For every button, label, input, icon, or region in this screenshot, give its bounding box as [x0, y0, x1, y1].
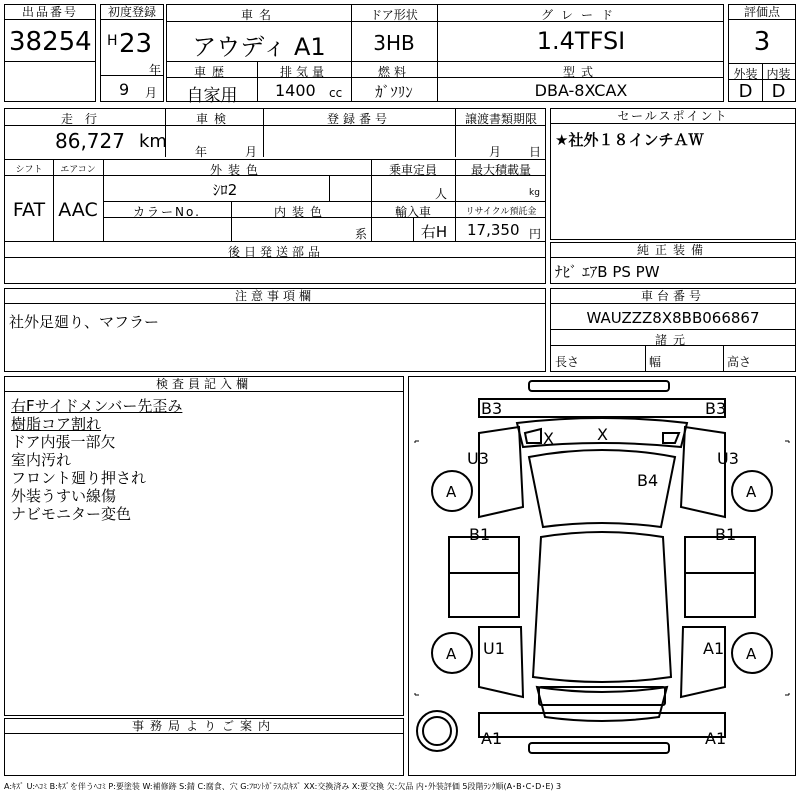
model-code: DBA-8XCAX: [534, 81, 628, 100]
lot-number: 38254: [9, 27, 92, 57]
door-label: ドア形状: [370, 8, 418, 22]
capacity-label: 乗車定員: [388, 163, 437, 177]
era: H: [107, 33, 118, 49]
grade: 1.4TFSI: [536, 27, 626, 55]
mark-rear-right-wheel: A: [746, 645, 757, 663]
mark-rear-left: A1: [481, 729, 503, 748]
model-label: 型式: [562, 65, 599, 79]
recycle-fee: 17,350: [467, 221, 520, 239]
inspector-line: ドア内張一部欠: [11, 433, 116, 451]
displacement-label: 排気量: [279, 65, 328, 79]
notes-text: 社外足廻り、マフラー: [9, 313, 160, 331]
inspector-line: フロント廻り押され: [11, 469, 147, 487]
disp-unit: cc: [329, 86, 343, 100]
mileage-unit: km: [139, 131, 167, 152]
int-label: 内装: [766, 67, 791, 81]
legend: A:ｷｽﾞ U:ﾍｺﾐ B:ｷｽﾞを伴うﾍｺﾐ P:要塗装 W:補修跡 S:錆 C:腐食、穴 G:ﾌﾛﾝﾄｶﾞﾗｽ点ｷｽﾞ XX:交換済み X:要交換 欠:欠品 内･外装評価 5段階ﾗﾝｸ順(A･B･C･D･E) 3: [4, 782, 562, 791]
shift: FAT: [12, 199, 46, 221]
damage-diagram: [408, 376, 796, 776]
intcolor-label: 内装色: [273, 205, 328, 219]
inspector-line: 右Fサイドメンバー先歪み: [11, 397, 183, 415]
mark-quarter-right: A1: [703, 639, 725, 658]
insp-year-unit: 年: [195, 145, 208, 159]
dimensions-label: 諸元: [654, 333, 691, 347]
car-name: アウディ A1: [192, 33, 326, 61]
chassis-label: 車台番号: [551, 289, 795, 304]
car-info-box: [166, 4, 724, 106]
mark-windshield-right: X: [597, 425, 608, 444]
mark-rear-left-wheel: A: [446, 645, 457, 663]
mark-door-left: B1: [469, 525, 491, 544]
transfer-label: 譲渡書類期限: [464, 112, 537, 126]
equipment-box: [550, 242, 796, 284]
inspector-line: 室内汚れ: [11, 451, 72, 469]
month-unit: 月: [145, 86, 158, 100]
exterior-color: ｼﾛ2: [212, 181, 238, 199]
load-label: 最大積載量: [470, 163, 531, 177]
lot-box: [4, 4, 96, 102]
capacity-unit: 人: [435, 187, 448, 201]
inspection-label: 車検: [195, 112, 232, 126]
int-grade: D: [771, 81, 786, 102]
equipment-label: 純正装備: [551, 243, 795, 258]
car-name-label: 車名: [240, 8, 277, 22]
transfer-month-unit: 月: [489, 145, 502, 159]
inspector-line: 樹脂コア割れ: [11, 415, 102, 433]
mark-rear-right: A1: [705, 729, 727, 748]
vin: WAUZZZ8X8BB066867: [586, 309, 760, 327]
inspector-label: 検査員記入欄: [5, 377, 403, 392]
recycle-unit: 円: [529, 227, 542, 241]
history: 自家用: [186, 86, 238, 106]
lot-label: 出品番号: [5, 5, 95, 20]
regno-label: 登録番号: [326, 112, 391, 126]
mark-fender-left: U3: [467, 449, 489, 468]
sales-point-text: ★社外１８インチＡＷ: [555, 131, 704, 149]
load-unit: kg: [529, 188, 540, 198]
shift-label: シフト: [15, 165, 43, 175]
color-label: 外装色: [209, 163, 264, 177]
import-label: 輸入車: [394, 205, 431, 219]
door-type: 3HB: [373, 31, 415, 55]
mark-front-left: B3: [481, 399, 503, 418]
mileage: 86,727: [55, 129, 125, 153]
later-parts-label: 後日発送部品: [227, 245, 324, 259]
fuel: ｶﾞｿﾘﾝ: [375, 83, 413, 101]
colorno-label: カラーNo.: [133, 205, 201, 219]
inspector-box: [4, 376, 404, 716]
mark-front-right: B3: [705, 399, 727, 418]
fuel-label: 燃料: [377, 65, 410, 79]
score: 3: [753, 27, 771, 57]
transfer-day-unit: 日: [529, 145, 542, 159]
import-value: 右H: [420, 223, 448, 241]
length-label: 長さ: [555, 355, 580, 369]
intcolor-unit: 系: [355, 227, 368, 241]
sales-point-box: [550, 108, 796, 240]
mark-hood: B4: [637, 471, 659, 490]
mark-quarter-left: U1: [483, 639, 505, 658]
mileage-label: 走行: [60, 112, 109, 126]
insp-month-unit: 月: [245, 145, 258, 159]
ext-grade: D: [738, 81, 753, 102]
recycle-label: リサイクル預託金: [465, 207, 537, 217]
reg-month: 9: [119, 80, 130, 99]
score-box: [728, 4, 796, 102]
ac-label: エアコン: [60, 165, 96, 175]
inspector-line: 外装うすい線傷: [11, 487, 117, 505]
ext-label: 外装: [733, 67, 758, 81]
width-label: 幅: [649, 355, 662, 369]
mark-windshield-left: X: [543, 429, 554, 448]
height-label: 高さ: [727, 355, 752, 369]
inspector-line: ナビモニター変色: [11, 505, 132, 523]
mark-front-left-wheel: A: [446, 483, 457, 501]
history-label: 車歴: [193, 65, 230, 79]
sales-point-label: セールスポイント: [551, 109, 795, 124]
equipment-text: ﾅﾋﾞ ｴｱB PS PW: [555, 263, 660, 281]
registration-box: [100, 4, 164, 102]
mark-front-right-wheel: A: [746, 483, 757, 501]
office-box: [4, 718, 404, 776]
notes-label: 注意事項欄: [5, 289, 545, 304]
notes-box: [4, 288, 546, 372]
details-box: [4, 108, 546, 284]
grade-label: グレード: [540, 8, 621, 22]
displacement: 1400: [275, 81, 316, 100]
year-unit: 年: [149, 63, 162, 77]
mark-door-right: B1: [715, 525, 737, 544]
reg-label: 初度登録: [101, 5, 163, 20]
ac: AAC: [58, 199, 98, 221]
mark-fender-right: U3: [717, 449, 739, 468]
office-label: 事務局よりご案内: [5, 719, 403, 734]
reg-year: 23: [119, 29, 153, 59]
chassis-box: [550, 288, 796, 372]
score-label: 評価点: [729, 5, 795, 20]
